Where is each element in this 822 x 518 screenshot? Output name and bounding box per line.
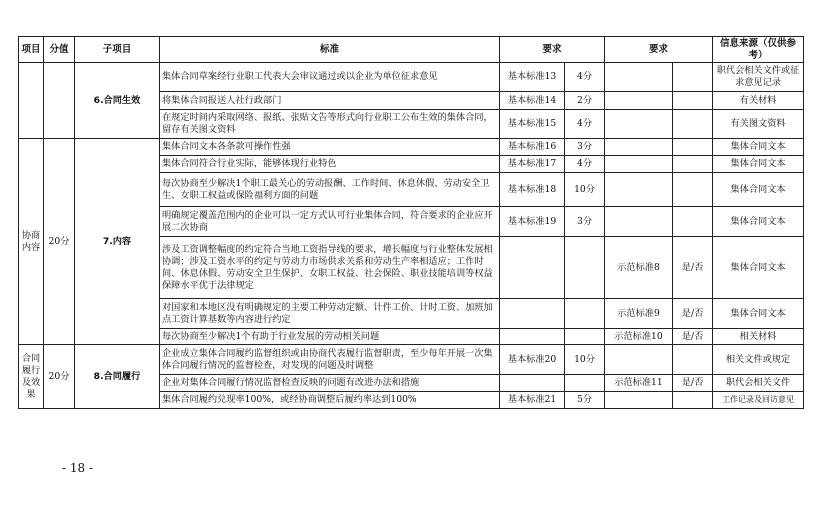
section-item: 协商内容 — [19, 139, 44, 345]
standard-text: 涉及工资调整幅度的约定符合当地工资指导线的要求，增长幅度与行业整体发展相协调；涉及工资水平的约定与劳动力市场供求关系和劳动生产率相适应；工作时间、休息休假、劳动安全卫生保护、女职工权益、社会保险、职业技能培训等权益保障水平优于法律规定 — [160, 237, 500, 299]
info-source: 有关图文资料 — [713, 110, 804, 139]
basic-points: 3分 — [565, 207, 605, 237]
demo-yes-no — [673, 207, 713, 237]
info-source: 集体合同文本 — [713, 237, 804, 299]
basic-standard-id: 基本标准18 — [500, 173, 565, 207]
sub-item-contract-fulfillment: 8.合同履行 — [75, 345, 160, 409]
basic-points: 4分 — [565, 156, 605, 173]
basic-standard-id: 基本标准21 — [500, 392, 565, 409]
standard-text: 每次协商至少解决1个有助于行业发展的劳动相关问题 — [160, 329, 500, 345]
standard-text: 将集体合同报送人社行政部门 — [160, 92, 500, 110]
demo-yes-no: 是/否 — [673, 375, 713, 392]
demo-standard-id: 示范标准8 — [605, 237, 673, 299]
info-source: 集体合同文本 — [713, 173, 804, 207]
demo-yes-no — [673, 92, 713, 110]
basic-standard-id: 基本标准13 — [500, 63, 565, 92]
header-score: 分值 — [44, 37, 75, 63]
standard-text: 集体合同履约兑现率100%，或经协商调整后履约率达到100% — [160, 392, 500, 409]
evaluation-table — [18, 36, 804, 409]
page-number: - 18 - — [62, 461, 94, 475]
header-source: 信息来源（仅供参考） — [713, 37, 804, 63]
demo-standard-id — [605, 345, 673, 375]
section-score: 20分 — [44, 139, 75, 345]
basic-standard-id — [500, 375, 565, 392]
standard-text: 企业对集体合同履行情况监督检查反映的问题有改进办法和措施 — [160, 375, 500, 392]
demo-standard-id: 示范标准9 — [605, 299, 673, 329]
demo-standard-id — [605, 63, 673, 92]
standard-text: 企业成立集体合同履约监督组织或由协商代表履行监督职责，至少每年开展一次集体合同履行情况的监督检查，对发现的问题及时调整 — [160, 345, 500, 375]
basic-standard-id: 基本标准17 — [500, 156, 565, 173]
basic-points: 2分 — [565, 92, 605, 110]
standard-text: 对国家和本地区没有明确规定的主要工种劳动定额、计件工价、计时工资、加班加点工资计算基数等内容进行约定 — [160, 299, 500, 329]
info-source: 集体合同文本 — [713, 299, 804, 329]
basic-standard-id: 基本标准14 — [500, 92, 565, 110]
info-source: 相关材料 — [713, 329, 804, 345]
basic-points — [565, 375, 605, 392]
header-demo-requirement: 要求 — [605, 37, 713, 63]
basic-points: 4分 — [565, 63, 605, 92]
demo-yes-no — [673, 392, 713, 409]
standard-text: 明确规定覆盖范围内的企业可以一定方式认可行业集体合同，符合要求的企业应开展二次协商 — [160, 207, 500, 237]
basic-points: 5分 — [565, 392, 605, 409]
standard-text: 集体合同符合行业实际，能够体现行业特色 — [160, 156, 500, 173]
demo-standard-id — [605, 392, 673, 409]
demo-yes-no — [673, 139, 713, 156]
info-source: 职代会相关文件或征求意见记录 — [713, 63, 804, 92]
sub-item-content: 7.内容 — [75, 139, 160, 345]
section-item — [19, 63, 44, 139]
basic-points: 4分 — [565, 110, 605, 139]
info-source: 集体合同文本 — [713, 207, 804, 237]
table-row — [19, 139, 804, 156]
standard-text: 集体合同草案经行业职工代表大会审议通过或以企业为单位征求意见 — [160, 63, 500, 92]
demo-standard-id: 示范标准11 — [605, 375, 673, 392]
demo-standard-id: 示范标准10 — [605, 329, 673, 345]
demo-yes-no: 是/否 — [673, 299, 713, 329]
basic-points: 3分 — [565, 139, 605, 156]
basic-points — [565, 237, 605, 299]
basic-standard-id — [500, 237, 565, 299]
info-source: 工作记录及回访意见 — [713, 392, 804, 409]
basic-points — [565, 299, 605, 329]
demo-yes-no — [673, 173, 713, 207]
info-source: 集体合同文本 — [713, 139, 804, 156]
demo-standard-id — [605, 92, 673, 110]
demo-standard-id — [605, 139, 673, 156]
basic-points: 10分 — [565, 173, 605, 207]
info-source: 相关文件或规定 — [713, 345, 804, 375]
standard-text: 在规定时间内采取网络、报纸、张贴文告等形式向行业职工公布生效的集体合同，留存有关图文资料 — [160, 110, 500, 139]
basic-standard-id: 基本标准20 — [500, 345, 565, 375]
basic-points: 10分 — [565, 345, 605, 375]
info-source: 有关材料 — [713, 92, 804, 110]
section-item: 合同履行及效果 — [19, 345, 44, 409]
standard-text: 集体合同文本各条款可操作性强 — [160, 139, 500, 156]
demo-standard-id — [605, 207, 673, 237]
basic-standard-id: 基本标准16 — [500, 139, 565, 156]
header-item: 项目 — [19, 37, 44, 63]
basic-points — [565, 329, 605, 345]
sub-item-contract-effect: 6.合同生效 — [75, 63, 160, 139]
demo-yes-no — [673, 63, 713, 92]
header-standard: 标准 — [160, 37, 500, 63]
table-row — [19, 63, 804, 92]
demo-standard-id — [605, 173, 673, 207]
demo-standard-id — [605, 156, 673, 173]
basic-standard-id — [500, 329, 565, 345]
basic-standard-id: 基本标准15 — [500, 110, 565, 139]
demo-yes-no: 是/否 — [673, 329, 713, 345]
basic-standard-id — [500, 299, 565, 329]
demo-yes-no: 是/否 — [673, 237, 713, 299]
header-basic-requirement: 要求 — [500, 37, 605, 63]
demo-yes-no — [673, 156, 713, 173]
section-score — [44, 63, 75, 139]
header-row — [19, 37, 804, 63]
table-row — [19, 345, 804, 375]
info-source: 集体合同文本 — [713, 156, 804, 173]
standard-text: 每次协商至少解决1个职工最关心的劳动报酬、工作时间、休息休假、劳动安全卫生、女职工权益或保险福利方面的问题 — [160, 173, 500, 207]
header-sub-item: 子项目 — [75, 37, 160, 63]
section-score: 20分 — [44, 345, 75, 409]
basic-standard-id: 基本标准19 — [500, 207, 565, 237]
demo-yes-no — [673, 110, 713, 139]
demo-standard-id — [605, 110, 673, 139]
demo-yes-no — [673, 345, 713, 375]
info-source: 职代会相关文件 — [713, 375, 804, 392]
